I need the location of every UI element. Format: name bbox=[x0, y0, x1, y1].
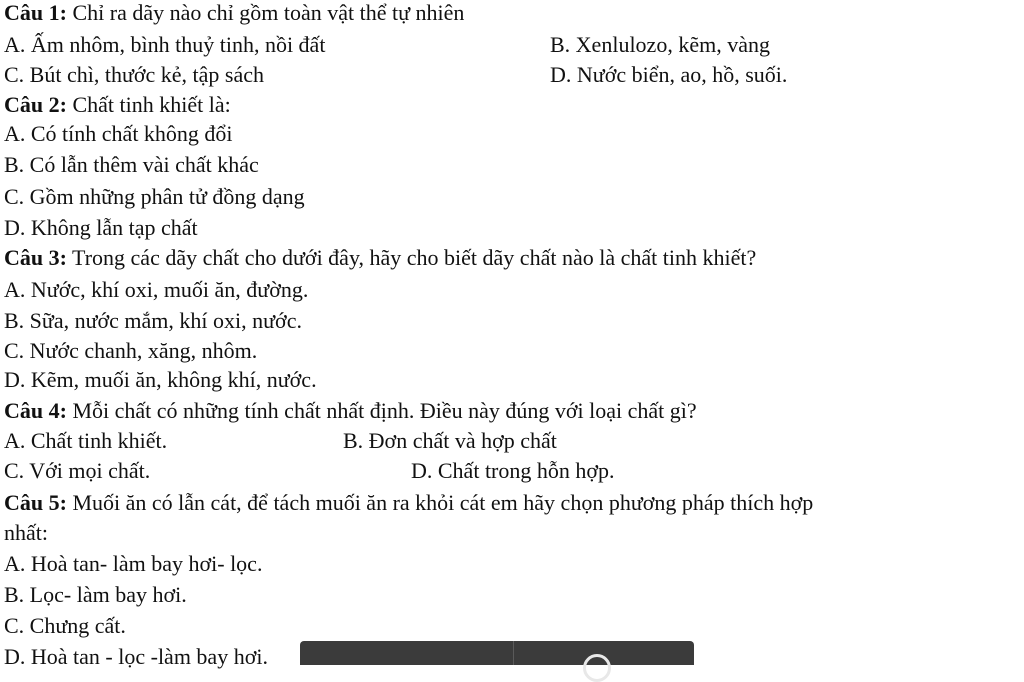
q5-option-b: B. Lọc- làm bay hơi. bbox=[4, 582, 187, 607]
question-4 bbox=[4, 395, 697, 427]
q3-option-c: C. Nước chanh, xăng, nhôm. bbox=[4, 338, 258, 363]
question-5-continuation: nhất: bbox=[4, 520, 48, 545]
question-4-label: Câu 4: bbox=[4, 398, 67, 423]
q4-option-c: C. Với mọi chất. bbox=[4, 458, 151, 483]
q2-option-d: D. Không lẫn tạp chất bbox=[4, 215, 198, 240]
q5-option-a: A. Hoà tan- làm bay hơi- lọc. bbox=[4, 551, 263, 576]
question-5-label: Câu 5: bbox=[4, 490, 67, 515]
overlay-toolbar[interactable] bbox=[300, 641, 694, 665]
question-4-text: Mỗi chất có những tính chất nhất định. Điều này đúng với loại chất gì? bbox=[66, 398, 697, 423]
question-1 bbox=[4, 0, 464, 29]
q2-option-a: A. Có tính chất không đổi bbox=[4, 121, 233, 146]
q1-option-b: B. Xenlulozo, kẽm, vàng bbox=[550, 32, 770, 57]
overlay-divider bbox=[513, 641, 514, 665]
q4-option-d: D. Chất trong hỗn hợp. bbox=[411, 458, 615, 483]
q2-option-c: C. Gồm những phân tử đồng dạng bbox=[4, 184, 305, 209]
q5-option-d: D. Hoà tan - lọc -làm bay hơi. bbox=[4, 644, 268, 669]
question-2 bbox=[4, 89, 231, 121]
q1-option-d: D. Nước biển, ao, hồ, suối. bbox=[550, 62, 788, 87]
question-3-label: Câu 3: bbox=[4, 245, 67, 270]
q1-option-c: C. Bút chì, thước kẻ, tập sách bbox=[4, 62, 265, 87]
q1-option-a: A. Ấm nhôm, bình thuỷ tinh, nồi đất bbox=[4, 32, 326, 57]
question-5 bbox=[4, 487, 813, 519]
question-1-label: Câu 1: bbox=[4, 0, 67, 25]
q4-option-b: B. Đơn chất và hợp chất bbox=[343, 428, 557, 453]
question-3-text: Trong các dãy chất cho dưới đây, hãy cho biết dãy chất nào là chất tinh khiết? bbox=[66, 245, 757, 270]
search-icon[interactable] bbox=[583, 654, 611, 682]
question-2-label: Câu 2: bbox=[4, 92, 67, 117]
q2-option-b: B. Có lẫn thêm vài chất khác bbox=[4, 152, 259, 177]
question-2-text: Chất tinh khiết là: bbox=[66, 92, 231, 117]
q3-option-d: D. Kẽm, muối ăn, không khí, nước. bbox=[4, 367, 317, 392]
q5-option-c: C. Chưng cất. bbox=[4, 613, 126, 638]
question-3 bbox=[4, 242, 756, 274]
question-5-text: Muối ăn có lẫn cát, để tách muối ăn ra khỏi cát em hãy chọn phương pháp thích hợp bbox=[66, 490, 814, 515]
question-1-text: Chỉ ra dãy nào chỉ gồm toàn vật thể tự nhiên bbox=[66, 0, 465, 25]
q3-option-a: A. Nước, khí oxi, muối ăn, đường. bbox=[4, 277, 309, 302]
q3-option-b: B. Sữa, nước mắm, khí oxi, nước. bbox=[4, 308, 302, 333]
q4-option-a: A. Chất tinh khiết. bbox=[4, 428, 168, 453]
